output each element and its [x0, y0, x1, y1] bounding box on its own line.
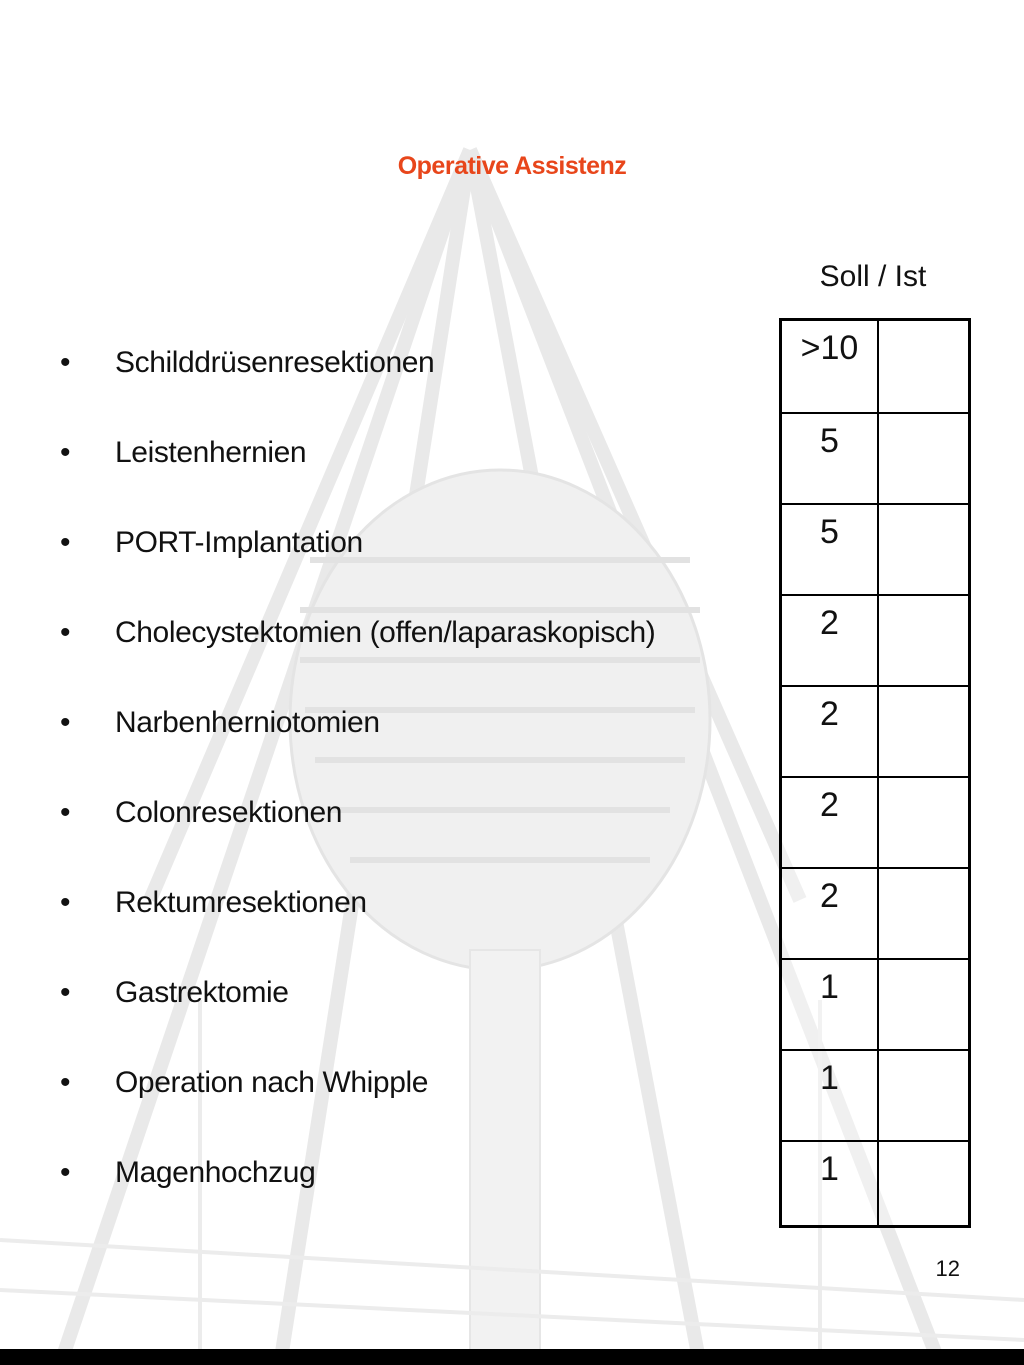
soll-ist-table: [779, 318, 971, 1228]
table-row: [782, 958, 968, 1051]
table-row: [782, 503, 968, 596]
table-row: [782, 1140, 968, 1233]
slide-title: Operative Assistenz: [397, 152, 627, 180]
procedure-label: Magenhochzug: [115, 1156, 316, 1189]
ist-value[interactable]: [879, 960, 971, 1051]
bullet-icon: •: [60, 526, 71, 559]
ist-value[interactable]: [879, 869, 971, 960]
bullet-icon: •: [60, 706, 71, 739]
ist-value[interactable]: [879, 1142, 971, 1233]
bullet-icon: •: [60, 1066, 71, 1099]
procedure-label: Operation nach Whipple: [115, 1066, 429, 1099]
procedure-label: Cholecystektomien (offen/laparaskopisch): [115, 616, 656, 649]
soll-value: >10: [800, 329, 859, 367]
bullet-icon: •: [60, 976, 71, 1009]
soll-value: 2: [820, 786, 839, 824]
ist-value[interactable]: [879, 687, 971, 778]
table-row: [782, 685, 968, 778]
soll-value: 1: [820, 1150, 839, 1188]
page-number: 12: [935, 1256, 960, 1281]
procedure-label: Narbenherniotomien: [115, 706, 380, 739]
procedure-label: PORT-Implantation: [115, 526, 363, 559]
table-row: [782, 1049, 968, 1142]
table-row: [782, 867, 968, 960]
soll-value: 2: [820, 695, 839, 733]
ist-value[interactable]: [879, 321, 971, 412]
procedure-label: Schilddrüsenresektionen: [115, 346, 435, 379]
table-row: [782, 412, 968, 505]
procedure-label: Colonresektionen: [115, 796, 343, 829]
soll-ist-header: Soll / Ist: [819, 260, 927, 293]
ist-value[interactable]: [879, 596, 971, 687]
procedure-label: Rektumresektionen: [115, 886, 367, 919]
bullet-icon: •: [60, 436, 71, 469]
table-row: [782, 321, 968, 412]
ist-value[interactable]: [879, 414, 971, 505]
soll-value: 1: [820, 968, 839, 1006]
ist-value[interactable]: [879, 778, 971, 869]
soll-value: 5: [820, 513, 839, 551]
procedure-label: Gastrektomie: [115, 976, 289, 1009]
bullet-icon: •: [60, 1156, 71, 1189]
ist-value[interactable]: [879, 505, 971, 596]
soll-value: 5: [820, 422, 839, 460]
bullet-icon: •: [60, 886, 71, 919]
bullet-icon: •: [60, 616, 71, 649]
table-row: [782, 776, 968, 869]
procedure-label: Leistenhernien: [115, 436, 307, 469]
soll-value: 2: [820, 604, 839, 642]
bottom-bar: [0, 1349, 1024, 1365]
soll-value: 2: [820, 877, 839, 915]
bullet-icon: •: [60, 796, 71, 829]
soll-value: 1: [820, 1059, 839, 1097]
ist-value[interactable]: [879, 1051, 971, 1142]
bullet-icon: •: [60, 346, 71, 379]
table-row: [782, 594, 968, 687]
